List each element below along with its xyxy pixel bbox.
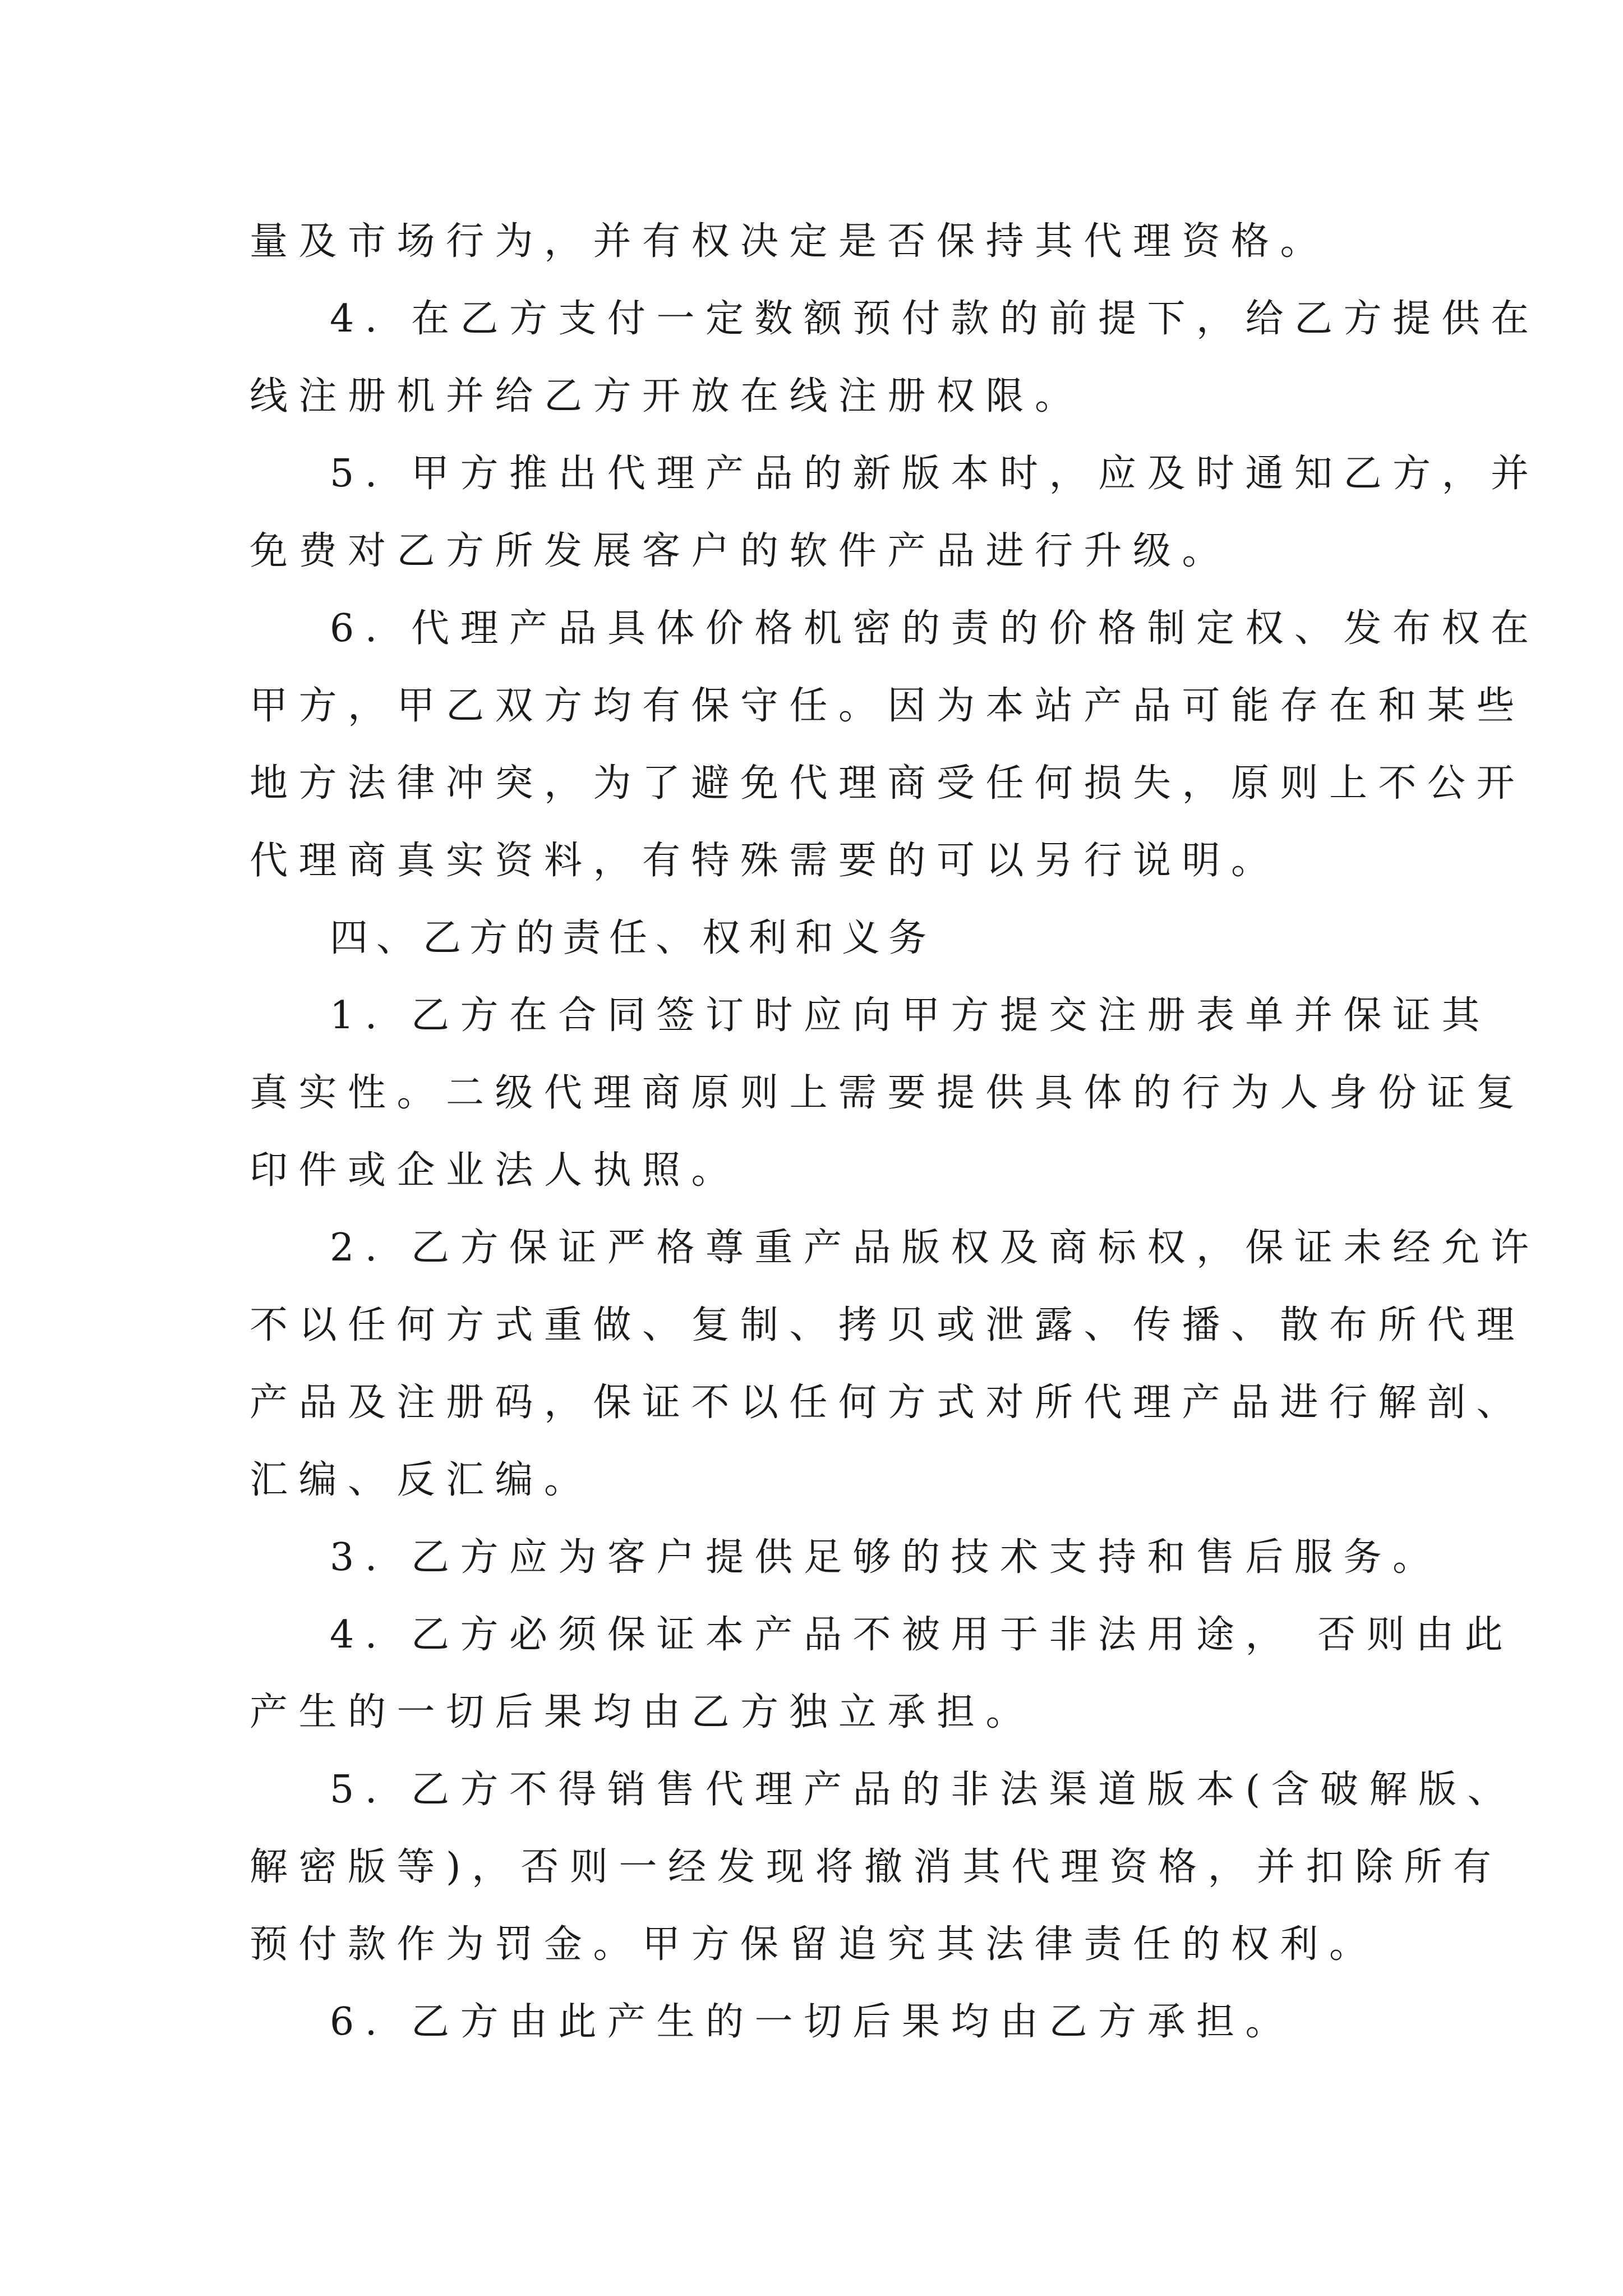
- paragraph-line: 真实性。二级代理商原则上需要提供具体的行为人身份证复: [250, 1071, 1526, 1115]
- paragraph-line: 地方法律冲突，为了避免代理商受任何损失，原则上不公开: [250, 761, 1526, 806]
- paragraph-line: 4. 乙方必须保证本产品不被用于非法用途， 否则由此: [330, 1613, 1514, 1657]
- section-heading: 四、乙方的责任、权利和义务: [330, 916, 935, 960]
- paragraph-line: 产品及注册码，保证不以任何方式对所代理产品进行解剖、: [250, 1381, 1526, 1425]
- paragraph-line: 4. 在乙方支付一定数额预付款的前提下，给乙方提供在: [330, 297, 1540, 341]
- paragraph-line: 3. 乙方应为客户提供足够的技术支持和售后服务。: [330, 1535, 1442, 1580]
- paragraph-line: 免费对乙方所发展客户的软件产品进行升级。: [250, 529, 1232, 573]
- paragraph-line: 6. 乙方由此产生的一切后果均由乙方承担。: [330, 2000, 1294, 2044]
- paragraph-line: 代理商真实资料，有特殊需要的可以另行说明。: [250, 839, 1280, 883]
- paragraph-line: 量及市场行为，并有权决定是否保持其代理资格。: [250, 219, 1330, 264]
- paragraph-line: 线注册机并给乙方开放在线注册权限。: [250, 374, 1084, 418]
- paragraph-line: 5. 乙方不得销售代理产品的非法渠道版本(含破解版、: [330, 1768, 1517, 1812]
- paragraph-line: 预付款作为罚金。甲方保留追究其法律责任的权利。: [250, 1922, 1378, 1967]
- paragraph-line: 2. 乙方保证严格尊重产品版权及商标权，保证未经允许: [330, 1226, 1540, 1270]
- paragraph-line: 汇编、反汇编。: [250, 1458, 593, 1502]
- paragraph-line: 1. 乙方在合同签订时应向甲方提交注册表单并保证其: [330, 993, 1491, 1038]
- paragraph-line: 产生的一切后果均由乙方独立承担。: [250, 1690, 1035, 1734]
- paragraph-line: 解密版等)，否则一经发现将撤消其代理资格，并扣除所有: [250, 1845, 1502, 1889]
- paragraph-line: 不以任何方式重做、复制、拷贝或泄露、传播、散布所代理: [250, 1303, 1526, 1347]
- paragraph-line: 印件或企业法人执照。: [250, 1148, 741, 1193]
- paragraph-line: 甲方，甲乙双方均有保守任。因为本站产品可能存在和某些: [250, 684, 1526, 728]
- paragraph-line: 6. 代理产品具体价格机密的责的价格制定权、发布权在: [330, 606, 1540, 651]
- paragraph-line: 5. 甲方推出代理产品的新版本时，应及时通知乙方，并: [330, 452, 1540, 496]
